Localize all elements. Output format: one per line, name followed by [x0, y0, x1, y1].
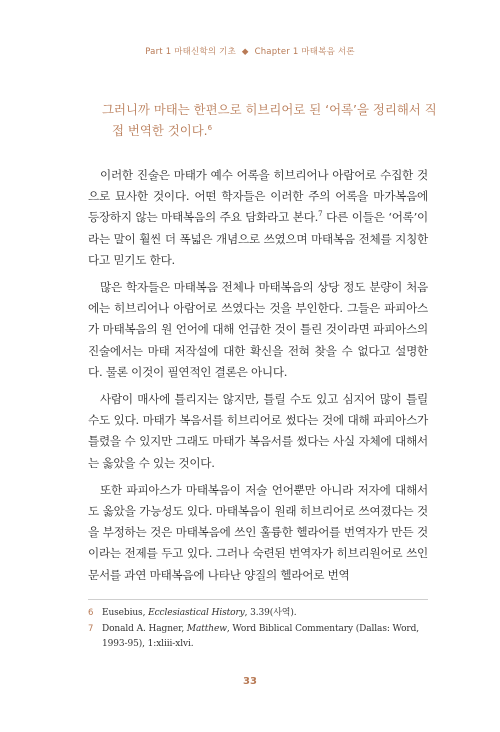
- footnote-ref-6[interactable]: 6: [207, 123, 213, 132]
- quote-line-1: 그러니까 마태는 한편으로 히브리어로 된 ‘어록’을 정리해서 직: [102, 102, 437, 117]
- running-head: [0, 45, 500, 57]
- footnote-detail: , Word Biblical Commentary (Dallas: Word, 1993-95), 1:xliii-xlvi.: [102, 623, 420, 649]
- footnote-detail: , 3.39(사역).: [244, 608, 297, 618]
- footnote-author: Eusebius,: [102, 608, 149, 618]
- paragraph-2: 많은 학자들은 마태복음 전체나 마태복음의 상당 정도 분량이 처음에는 히브리어나 아람어로 쓰였다는 것을 부인한다. 그들은 파피아스가 마태복음의 원 언어에 대해 언급한 것이 틀린 것이라면 파피아스의 진술에서는 마태 저작설에 대한 확신을 전혀 찾을 수 없다고 설명한다. 물론 이것이 필연적인 결론은 아니다.: [88, 280, 428, 379]
- page-number: 33: [243, 676, 257, 687]
- paragraph-1: [88, 165, 428, 271]
- paragraph-3: 사람이 매사에 틀리지는 않지만, 틀릴 수도 있고 심지어 많이 틀릴 수도 있다. 마태가 복음서를 히브리어로 썼다는 것에 대해 파피아스가 틀렸을 수 있지만 그래도 마태가 복음서를 썼다는 사실 자체에 대해서는 옳았을 수 있는 것이다.: [88, 392, 428, 470]
- diamond-separator-icon: ◆: [241, 47, 249, 57]
- quote-line-2: [102, 120, 442, 141]
- block-quote: [102, 99, 442, 141]
- footnote-text: [102, 622, 428, 653]
- running-head-chapter: Chapter 1 마태복음 서론: [254, 47, 355, 57]
- quote-line-2-text: 접 번역한 것이다.: [112, 123, 208, 138]
- footnote-number: 6: [88, 608, 94, 618]
- footnotes: [88, 599, 428, 653]
- footnote-6: [88, 606, 428, 622]
- paragraph-1-part-b: 다른 이들은 ‘어록’이라는 말이 훨씬 더 폭넓은 개념으로 쓰였으며 마태복음 전체를 지칭한다고 믿기도 한다.: [88, 210, 428, 267]
- footnote-ref-7[interactable]: 7: [318, 210, 323, 219]
- running-head-part: Part 1 마태신학의 기초: [145, 47, 237, 57]
- footnote-title: Matthew: [186, 623, 227, 634]
- paragraph-1-part-a: 이러한 진술은 마태가 예수 어록을 히브리어나 아람어로 수집한 것으로 묘사한 것이다. 어떤 학자들은 이러한 주의 어록을 마가복음에 등장하지 않는 마태복음의 주요 담화라고 본다.: [88, 168, 428, 225]
- paragraph-4: 또한 파피아스가 마태복음이 저술 언어뿐만 아니라 저자에 대해서도 옳았을 가능성도 있다. 마태복음이 원래 히브리어로 쓰여졌다는 것을 부정하는 것은 마태복음에 쓰인 훌륭한 헬라어를 번역자가 만든 것이라는 전제를 두고 있다. 그러나 숙련된 번역자가 히브리원어로 쓰인 문서를 과연 마태복음에 나타난 양질의 헬라어로 번역: [88, 482, 428, 582]
- footnote-7: [88, 622, 428, 653]
- footnote-text: [102, 606, 428, 622]
- body-text: [88, 165, 428, 586]
- footnote-number: 7: [88, 623, 94, 634]
- footnote-author: Donald A. Hagner,: [102, 623, 187, 634]
- footnote-title: Ecclesiastical History: [148, 608, 245, 618]
